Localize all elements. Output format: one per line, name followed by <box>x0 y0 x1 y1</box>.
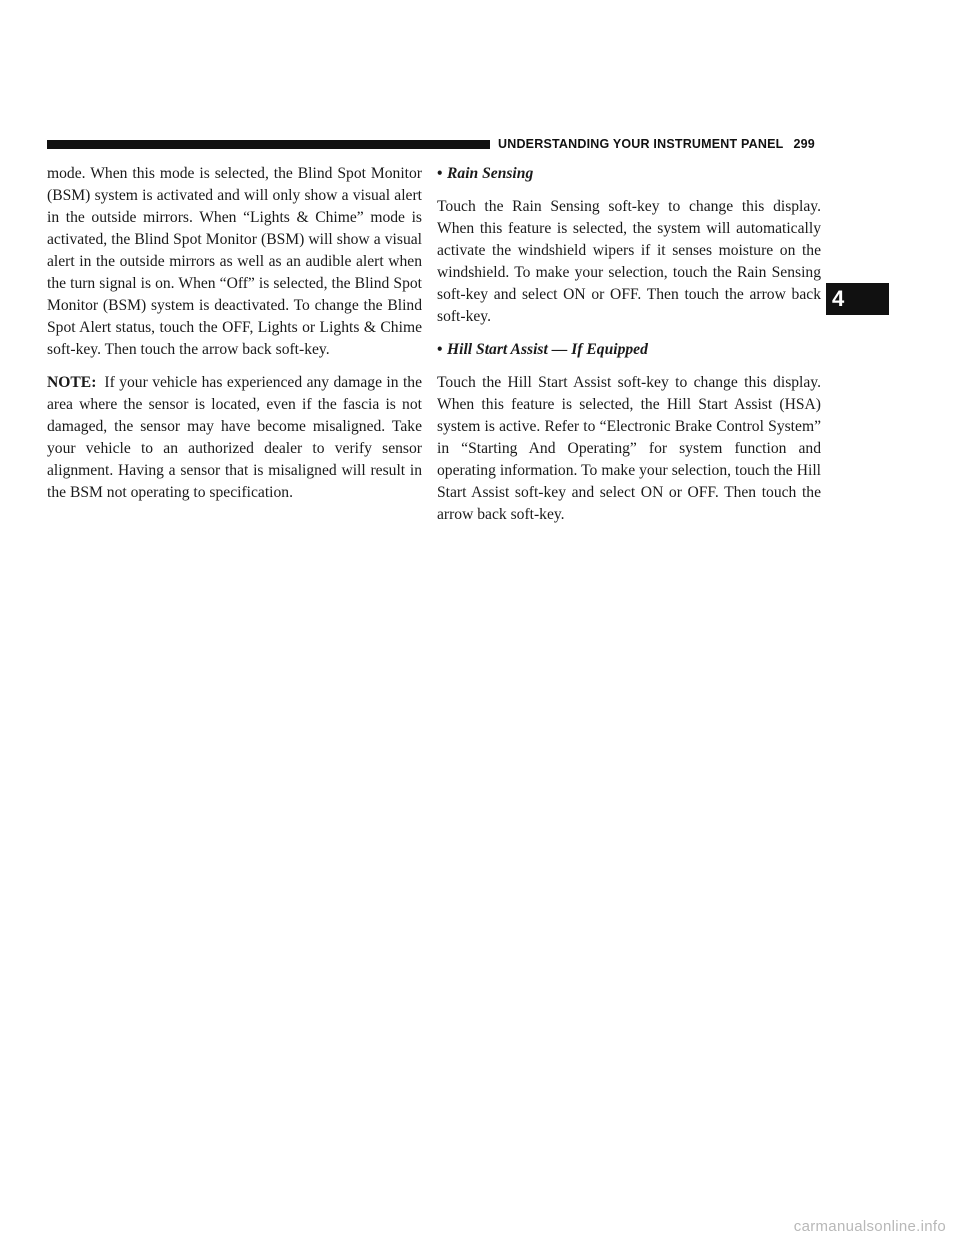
running-header <box>498 137 815 151</box>
bullet-icon: • <box>437 165 443 182</box>
bullet-heading-text: Hill Start Assist — If Equipped <box>447 341 648 358</box>
chapter-tab: 4 <box>826 283 889 315</box>
bullet-body: Touch the Hill Start Assist soft-key to change this display. When this feature is selected, the Hill Start Assist (HSA) system is active. Refer to “Electronic Brake Control System” in “Starting And Operating” for system function and operating information. To make your selection, touch the Hill Start Assist soft-key and select ON or OFF. Then touch the arrow back soft-key. <box>437 374 821 523</box>
section-title: UNDERSTANDING YOUR INSTRUMENT PANEL <box>498 137 784 151</box>
list-item-hill-start-assist <box>437 339 821 526</box>
bullet-icon: • <box>437 341 443 358</box>
bullet-heading <box>437 163 821 185</box>
note-text: If your vehicle has experienced any damage in the area where the sensor is located, even if the fascia is not damaged, the sensor may have become misaligned. Take your vehicle to an authorized dealer to verify sensor alignment. Having a sensor that is misaligned will result in the BSM not operating to specification. <box>47 374 422 501</box>
bsm-paragraph: mode. When this mode is selected, the Blind Spot Monitor (BSM) system is activated and will only show a visual alert in the outside mirrors. When “Lights & Chime” mode is activated, the Blind Spot Monitor (BSM) will show a visual alert in the outside mirrors as well as an audible alert when the turn signal is on. When “Off” is selected, the Blind Spot Monitor (BSM) system is deactivated. To change the Blind Spot Alert status, touch the OFF, Lights or Lights & Chime soft-key. Then touch the arrow back soft-key. <box>47 165 422 358</box>
note-paragraph <box>47 372 422 504</box>
bullet-body: Touch the Rain Sensing soft-key to change this display. When this feature is selected, the system will automatically activate the windshield wipers if it senses moisture on the windshield. To make your selection, touch the Rain Sensing soft-key and select ON or OFF. Then touch the arrow back soft-key. <box>437 198 821 325</box>
page-number: 299 <box>793 137 815 151</box>
header-rule <box>47 140 490 149</box>
left-column <box>47 163 422 515</box>
list-item-rain-sensing <box>437 163 821 328</box>
watermark-text: carmanualsonline.info <box>793 1218 946 1235</box>
note-label: NOTE: <box>47 374 97 391</box>
bullet-heading <box>437 339 821 361</box>
bullet-heading-text: Rain Sensing <box>447 165 534 182</box>
right-column <box>437 163 821 537</box>
